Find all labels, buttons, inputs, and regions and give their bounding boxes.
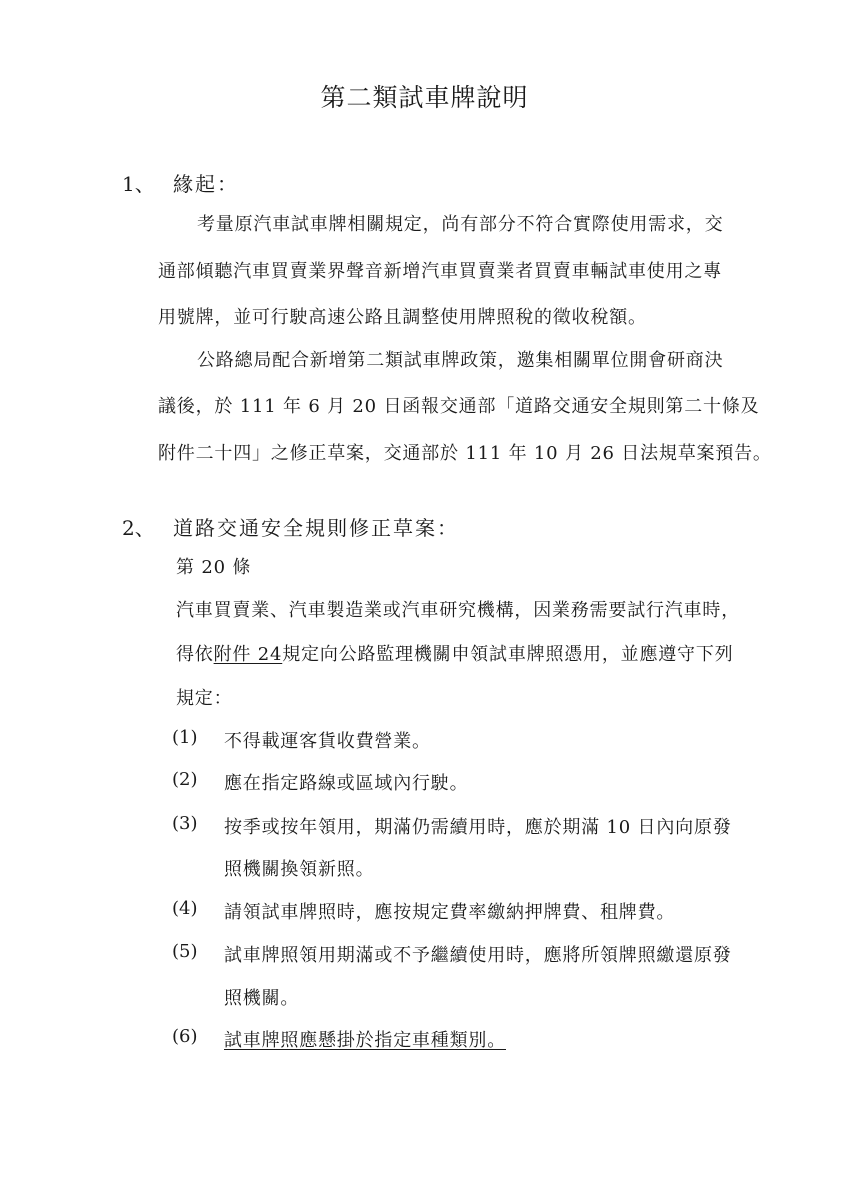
article-intro-line2	[176, 640, 733, 666]
section-1-heading: 緣起：	[173, 172, 239, 196]
item-1-number: (1)	[172, 727, 198, 748]
item-4-text: 請領試車牌照時，應按規定費率繳納押牌費、租牌費。	[224, 902, 676, 923]
section-1-number: 1、	[122, 172, 155, 196]
article-intro-line2-a: 得依	[176, 644, 214, 665]
item-2-number: (2)	[172, 769, 198, 790]
item-3-text-line2: 照機關換領新照。	[224, 859, 375, 880]
section-2-number: 2、	[122, 516, 155, 540]
page-title: 第二類試車牌說明	[320, 83, 529, 112]
item-6-text: 試車牌照應懸掛於指定車種類別。	[224, 1030, 506, 1051]
item-5-text-line1: 試車牌照領用期滿或不予繼續使用時，應將所領牌照繳還原發	[224, 945, 732, 966]
article-intro-line3: 規定：	[176, 688, 233, 709]
annex-24-reference: 附件 24	[213, 644, 283, 665]
item-2-text: 應在指定路線或區域內行駛。	[224, 773, 469, 794]
section-1-para1-line3: 用號牌，並可行駛高速公路且調整使用牌照稅的徵收稅額。	[158, 307, 647, 328]
section-1-para1-line2: 通部傾聽汽車買賣業界聲音新增汽車買賣業者買賣車輛試車使用之專	[158, 261, 722, 282]
item-4-number: (4)	[172, 898, 198, 919]
section-1-para2-line1: 公路總局配合新增第二類試車牌政策，邀集相關單位開會研商決	[197, 350, 724, 371]
item-6-number: (6)	[172, 1026, 198, 1047]
section-1-para2-line3: 附件二十四」之修正草案，交通部於 111 年 10 月 26 日法規草案預告。	[158, 443, 772, 464]
item-5-text-line2: 照機關。	[224, 988, 300, 1009]
section-1-para2-line2: 議後，於 111 年 6 月 20 日函報交通部「道路交通安全規則第二十條及	[158, 396, 760, 417]
item-5-number: (5)	[172, 941, 198, 962]
article-intro-line2-b: 規定向公路監理機關申領試車牌照憑用，並應遵守下列	[282, 644, 734, 665]
article-intro-line1: 汽車買賣業、汽車製造業或汽車研究機構，因業務需要試行汽車時，	[176, 600, 740, 621]
section-2-heading: 道路交通安全規則修正草案：	[173, 516, 459, 540]
item-3-number: (3)	[172, 813, 198, 834]
article-number: 第 20 條	[176, 557, 252, 578]
item-1-text: 不得載運客貨收費營業。	[224, 731, 431, 752]
section-1-para1-line1: 考量原汽車試車牌相關規定，尚有部分不符合實際使用需求，交	[197, 214, 724, 235]
item-3-text-line1: 按季或按年領用，期滿仍需續用時，應於期滿 10 日內向原發	[224, 817, 732, 838]
